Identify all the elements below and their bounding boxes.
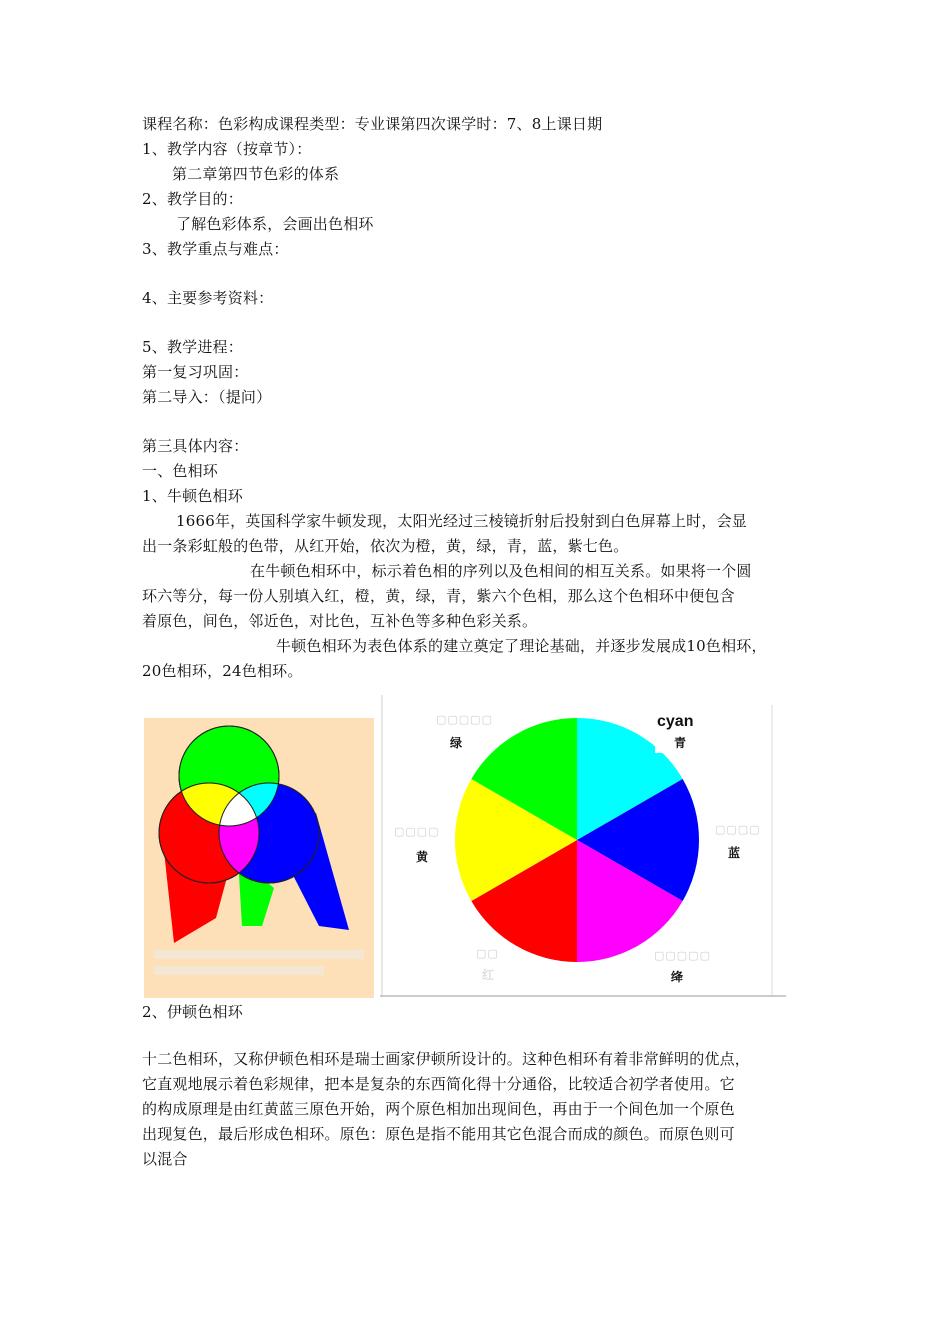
paragraph-line: 出一条彩虹般的色带，从红开始，依次为橙，黄，绿，青，蓝，紫七色。 bbox=[142, 537, 629, 555]
goal-value: 了解色彩体系，会画出色相环 bbox=[176, 215, 374, 233]
paragraph-line: 出现复色，最后形成色相环。原色：原色是指不能用其它色混合而成的颜色。而原色则可 bbox=[142, 1125, 735, 1143]
goal-label: 2、教学目的： bbox=[142, 190, 243, 208]
step-content: 第三具体内容： bbox=[142, 437, 249, 455]
label-blue: 蓝 bbox=[710, 843, 758, 863]
paragraph-line: 1666年，英国科学家牛顿发现，太阳光经过三棱镜折射后投射到白色屏幕上时，会显 bbox=[176, 512, 747, 530]
hue-heading: 一、色相环 bbox=[142, 462, 219, 480]
label-cyan-en: cyan bbox=[657, 713, 694, 730]
additive-mixing-svg bbox=[144, 718, 374, 998]
paragraph-line: 着原色，间色，邻近色，对比色，互补色等多种色彩关系。 bbox=[142, 612, 538, 630]
faded-caption-line bbox=[154, 950, 364, 959]
content-label: 1、教学内容（按章节）： bbox=[142, 140, 312, 158]
paragraph-line: 十二色相环，又称伊顿色相环是瑞士画家伊顿所设计的。这种色相环有着非常鲜明的优点， bbox=[142, 1050, 751, 1068]
color-wheel-figure bbox=[380, 695, 786, 997]
newton-heading: 1、牛顿色相环 bbox=[142, 487, 243, 505]
paragraph-line: 它直观地展示着色彩规律，把本是复杂的东西简化得十分通俗，比较适合初学者使用。它 bbox=[142, 1075, 735, 1093]
paragraph-line: 20色相环，24色相环。 bbox=[142, 662, 303, 680]
faded-label-yellow: ▢▢▢▢ bbox=[394, 825, 440, 838]
blank-label-box bbox=[420, 947, 462, 971]
label-green: 绿 bbox=[428, 733, 484, 753]
label-yellow: 黄 bbox=[398, 847, 446, 867]
label-red: 红 bbox=[470, 965, 506, 985]
step-review: 第一复习巩固： bbox=[142, 363, 249, 381]
paragraph-line: 牛顿色相环为表色体系的建立奠定了理论基础，并逐步发展成10色相环， bbox=[276, 637, 767, 655]
key-points-label: 3、教学重点与难点： bbox=[142, 240, 289, 258]
paragraph-line: 在牛顿色相环中，标示着色相的序列以及色相间的相互关系。如果将一个圆 bbox=[250, 562, 752, 580]
step-intro: 第二导入：（提问） bbox=[142, 388, 272, 406]
additive-mixing-figure bbox=[144, 718, 374, 998]
paragraph-line: 以混合 bbox=[142, 1150, 188, 1168]
faded-label-blue: ▢▢▢▢ bbox=[715, 823, 761, 836]
paragraph-line: 环六等分，每一份人别填入红，橙，黄，绿，青，紫六个色相，那么这个色相环中便包含 bbox=[142, 587, 735, 605]
itten-heading: 2、伊顿色相环 bbox=[142, 1003, 243, 1021]
label-cyan: 青 bbox=[655, 733, 705, 753]
faded-caption-line bbox=[154, 966, 324, 975]
content-value: 第二章第四节色彩的体系 bbox=[172, 165, 340, 183]
faded-label-green: ▢▢▢▢▢ bbox=[436, 713, 493, 726]
references-label: 4、主要参考资料： bbox=[142, 289, 274, 307]
paragraph-line: 的构成原理是由红黄蓝三原色开始，两个原色相加出现间色，再由于一个间色加一个原色 bbox=[142, 1100, 735, 1118]
faded-label-magenta: ▢▢▢▢▢ bbox=[654, 949, 711, 962]
label-magenta: 绛 bbox=[654, 967, 700, 987]
faded-label-red: ▢▢ bbox=[476, 947, 499, 960]
process-label: 5、教学进程： bbox=[142, 338, 243, 356]
course-info-line: 课程名称：色彩构成课程类型：专业课第四次课学时：7、8上课日期 bbox=[142, 115, 603, 133]
